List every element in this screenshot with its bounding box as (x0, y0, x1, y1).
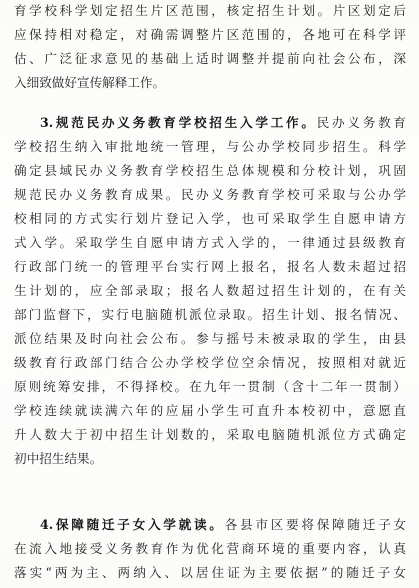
paragraph-line: 学校招生纳入审批地统一管理，与公办学校同步招生。科学 (14, 139, 406, 154)
paragraph-line: 生计划的，应全部录取；报名人数超过招生计划的，在有关 (14, 283, 406, 298)
paragraph-line: 行政部门统一的管理平台实行网上报名，报名人数未超过招 (14, 259, 406, 274)
paragraph-line: 估、广泛征求意见的基础上适时调整并提前向社会公布，深 (14, 51, 406, 66)
paragraph-line: 落实“两为主、两纳入、以居住证为主要依据”的随迁子女 (14, 565, 406, 580)
section-4-first-line (40, 514, 406, 536)
paragraph-line: 应保持相对稳定，对确需调整片区范围的，各地可在科学评 (14, 27, 406, 42)
paragraph-line: 确定县域民办义务教育学校招生总体规模和分校计划，巩固 (14, 163, 406, 178)
paragraph-line: 原则统筹安排，不得择校。在九年一贯制（含十二年一贯制） (14, 379, 406, 394)
section-3-heading: 3.规范民办义务教育学校招生入学工作。 (40, 115, 317, 130)
paragraph-line: 级教育行政部门结合公办学校学位空余情况，按照相对就近 (14, 355, 406, 370)
paragraph-line: 部门监督下，实行电脑随机派位录取。招生计划、报名情况、 (14, 307, 406, 322)
section-3-first-line (40, 112, 406, 134)
paragraph-line: 育学校科学划定招生片区范围，核定招生计划。片区划定后 (14, 3, 406, 18)
paragraph-line: 规范民办义务教育成果。民办义务教育学校可采取与公办学 (14, 187, 406, 202)
paragraph-line: 初中招生结果。 (14, 451, 103, 466)
section-3-first-line-text: 民办义务教育 (316, 115, 406, 130)
paragraph-line: 学校连续就读满六年的应届小学生可直升本校初中，意愿直 (14, 403, 406, 418)
paragraph-line: 校相同的方式实行划片登记入学，也可采取学生自愿申请方 (14, 211, 406, 226)
section-4-heading: 4.保障随迁子女入学就读。 (40, 517, 225, 532)
section-4-first-line-text: 各县市区要将保障随迁子女 (224, 517, 406, 532)
paragraph-line: 派位结果及时向社会公布。参与摇号未被录取的学生，由县 (14, 331, 406, 346)
paragraph-line: 在流入地接受义务教育作为优化营商环境的重要内容，认真 (14, 541, 406, 556)
paragraph-line: 升人数大于初中招生计划数的，采取电脑随机派位方式确定 (14, 427, 406, 442)
paragraph-line: 式入学。采取学生自愿申请方式入学的，一律通过县级教育 (14, 235, 406, 250)
paragraph-line: 入细致做好宣传解释工作。 (14, 75, 166, 90)
